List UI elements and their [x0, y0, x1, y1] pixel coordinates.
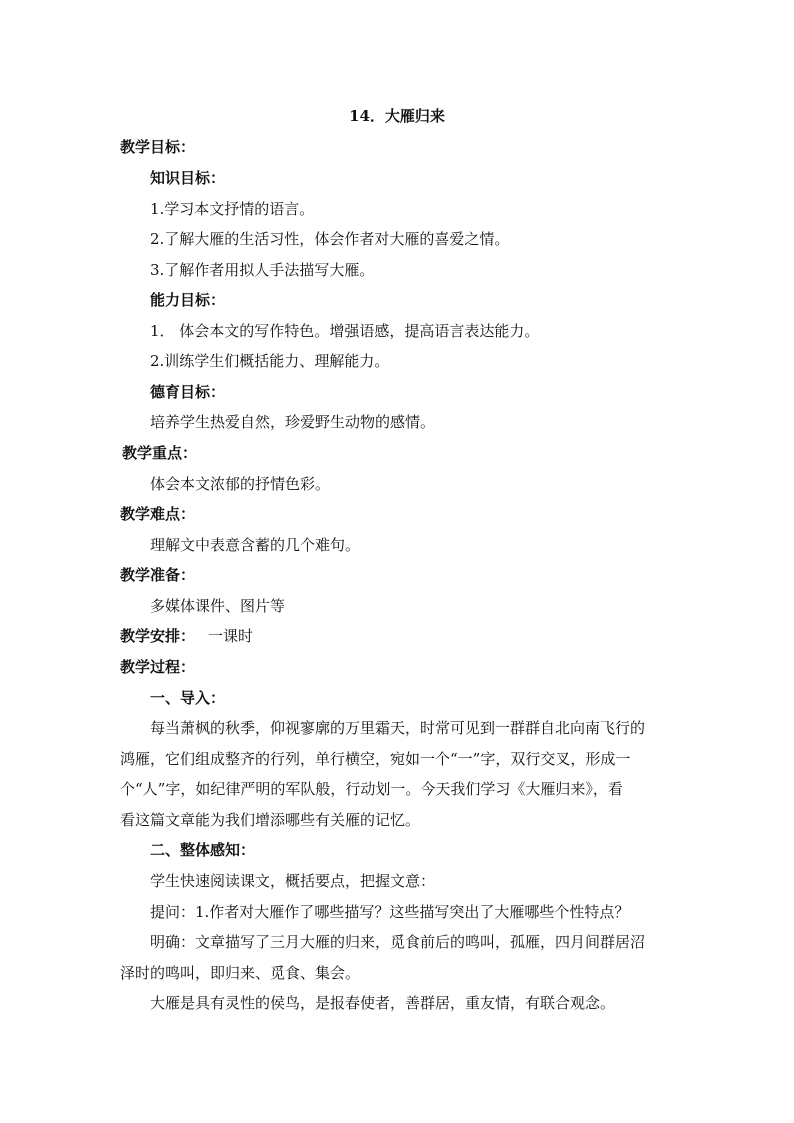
- key-points-text: 体会本文浓郁的抒情色彩。: [150, 475, 331, 493]
- subheading-ability: 能力目标：: [150, 291, 226, 309]
- section-heading-process: 教学过程：: [120, 658, 196, 676]
- subheading-overall-perception: 二、整体感知：: [150, 841, 256, 859]
- perception-summary: 大雁是具有灵性的侯鸟，是报春使者，善群居，重友情，有联合观念。: [150, 994, 616, 1012]
- section-heading-objectives: 教学目标：: [120, 138, 196, 156]
- subheading-moral: 德育目标：: [150, 383, 226, 401]
- introduction-line-4: 看这篇文章能为我们增添哪些有关雁的记忆。: [120, 811, 421, 829]
- preparation-text: 多媒体课件、图片等: [150, 597, 286, 615]
- perception-answer-line-2: 泽时的鸣叫，即归来、觅食、集会。: [120, 964, 361, 982]
- section-heading-key-points: 教学重点：: [122, 444, 198, 462]
- document-title: 14．大雁归来: [349, 107, 445, 125]
- introduction-line-1: 每当萧枫的秋季，仰视寥廓的万里霜天，时常可见到一群群自北向南飞行的: [150, 719, 646, 737]
- perception-answer-line-1: 明确：文章描写了三月大雁的归来，觅食前后的鸣叫，孤雁，四月间群居沼: [150, 933, 646, 951]
- knowledge-item-1: 1.学习本文抒情的语言。: [150, 200, 315, 218]
- ability-item-1: 1． 体会本文的写作特色。增强语感，提高语言表达能力。: [150, 322, 540, 340]
- moral-item: 培养学生热爱自然，珍爱野生动物的感情。: [150, 413, 436, 431]
- introduction-line-3: 个“人”字，如纪律严明的军队般，行动划一。今天我们学习《大雁归来》，看: [120, 780, 623, 798]
- ability-item-2: 2.训练学生们概括能力、理解能力。: [150, 352, 390, 370]
- perception-line-1: 学生快速阅读课文，概括要点，把握文意：: [150, 872, 436, 890]
- section-heading-difficulties: 教学难点：: [120, 505, 196, 523]
- perception-question: 提问：1.作者对大雁作了哪些描写？这些描写突出了大雁哪些个性特点？: [150, 903, 630, 921]
- knowledge-item-2: 2.了解大雁的生活习性，体会作者对大雁的喜爱之情。: [150, 230, 510, 248]
- schedule-text: 一课时: [208, 627, 254, 645]
- difficulties-text: 理解文中表意含蓄的几个难句。: [150, 536, 361, 554]
- introduction-line-2: 鸿雁，它们组成整齐的行列，单行横空，宛如一个“一”字，双行交叉，形成一: [120, 750, 631, 768]
- section-heading-schedule: 教学安排：: [120, 627, 196, 645]
- subheading-introduction: 一、导入：: [150, 689, 226, 707]
- section-heading-preparation: 教学准备：: [120, 566, 196, 584]
- knowledge-item-3: 3.了解作者用拟人手法描写大雁。: [150, 261, 375, 279]
- subheading-knowledge: 知识目标：: [150, 169, 226, 187]
